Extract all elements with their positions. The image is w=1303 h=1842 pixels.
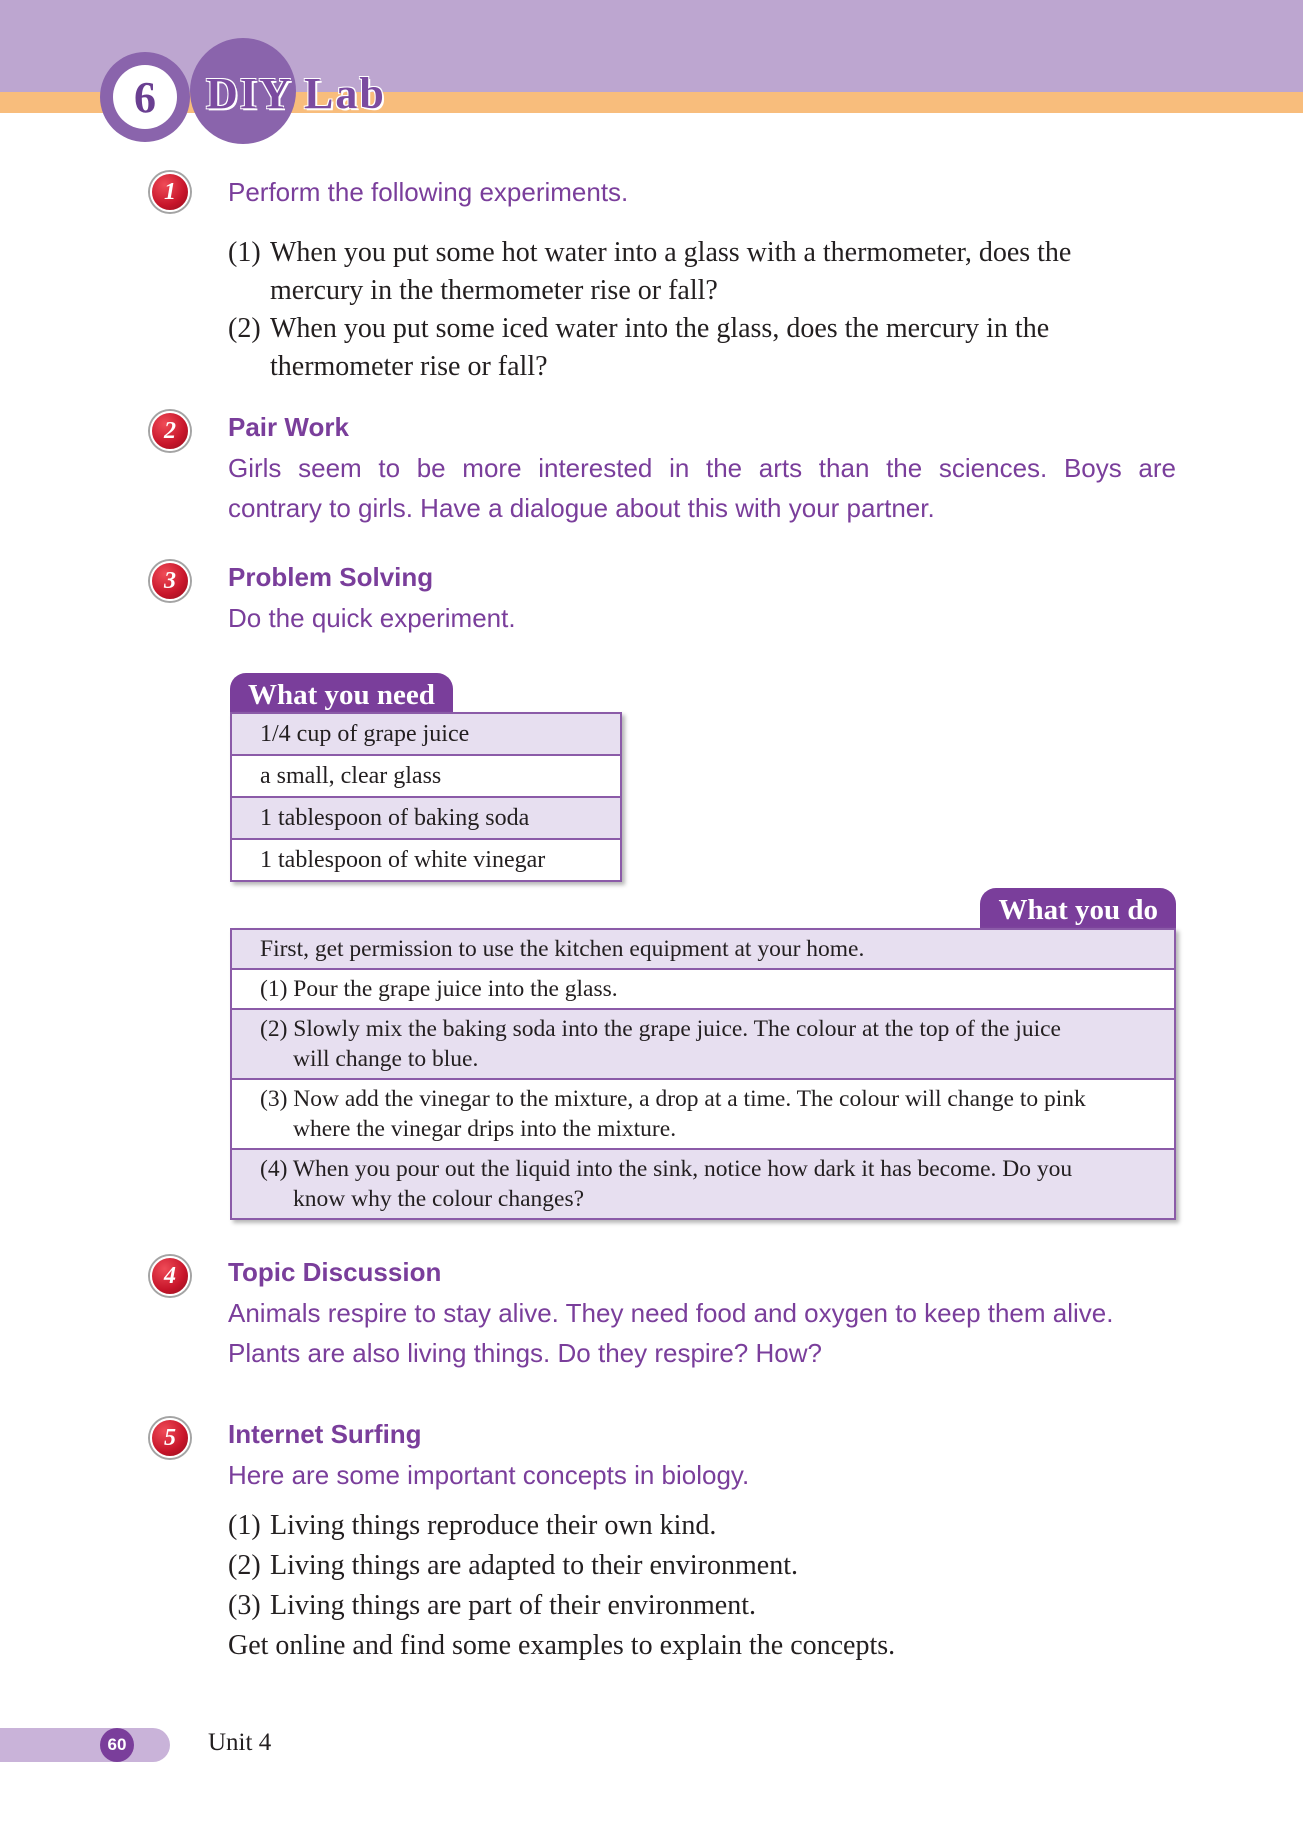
item-number: (2) bbox=[228, 1550, 261, 1581]
item-number: (3) bbox=[228, 1590, 261, 1621]
item-line: Living things are adapted to their environment. bbox=[270, 1550, 798, 1581]
s4-heading: Topic Discussion bbox=[228, 1257, 442, 1287]
step-row bbox=[232, 1010, 1174, 1080]
step-row bbox=[232, 1080, 1174, 1150]
step-line: will change to blue. bbox=[293, 1046, 479, 1072]
s2-text-line-1: Girls seem to be more interested in the arts than the sciences. Boys are bbox=[228, 453, 1176, 483]
section-number-1: 1 bbox=[150, 172, 190, 212]
s5-item-2 bbox=[228, 1547, 798, 1585]
page-number: 60 bbox=[100, 1728, 134, 1762]
step-line: (3) Now add the vinegar to the mixture, a drop at a time. The colour will change to pink bbox=[260, 1086, 1086, 1112]
step-line: (2) Slowly mix the baking soda into the grape juice. The colour at the top of the juice bbox=[260, 1016, 1061, 1042]
step-row bbox=[232, 970, 1174, 1010]
s2-text-line-2: contrary to girls. Have a dialogue about this with your partner. bbox=[228, 493, 935, 523]
s1-instruction: Perform the following experiments. bbox=[228, 177, 629, 207]
item-line: When you put some iced water into the glass, does the mercury in the bbox=[270, 313, 1050, 344]
need-item: 1/4 cup of grape juice bbox=[232, 714, 620, 756]
item-line: mercury in the thermometer rise or fall? bbox=[270, 275, 718, 306]
s5-closing: Get online and find some examples to explain the concepts. bbox=[228, 1630, 896, 1661]
s5-item-1 bbox=[228, 1507, 716, 1545]
item-line: Living things are part of their environment. bbox=[270, 1590, 756, 1621]
s1-item-2 bbox=[228, 310, 1049, 386]
need-item: 1 tablespoon of white vinegar bbox=[260, 847, 546, 873]
step-row bbox=[232, 930, 1174, 970]
s3-heading: Problem Solving bbox=[228, 562, 434, 592]
s4-text-line-2: Plants are also living things. Do they respire? How? bbox=[228, 1338, 822, 1368]
s4-text-line-1: Animals respire to stay alive. They need food and oxygen to keep them alive. bbox=[228, 1298, 1114, 1328]
item-line: Living things reproduce their own kind. bbox=[270, 1510, 717, 1541]
item-line: thermometer rise or fall? bbox=[270, 351, 548, 382]
step-line: (1) Pour the grape juice into the glass. bbox=[260, 976, 618, 1002]
what-you-need-tab: What you need bbox=[230, 673, 453, 713]
what-you-do-tab: What you do bbox=[980, 888, 1176, 928]
lesson-number-badge: 6 bbox=[113, 65, 177, 129]
item-line: When you put some hot water into a glass with a thermometer, does the bbox=[270, 237, 1072, 268]
step-line: where the vinegar drips into the mixture. bbox=[293, 1116, 677, 1142]
s5-item-3 bbox=[228, 1587, 756, 1625]
footer-tab bbox=[0, 1728, 170, 1762]
s2-heading: Pair Work bbox=[228, 412, 349, 442]
unit-label: Unit 4 bbox=[208, 1729, 272, 1756]
step-line: (4) When you pour out the liquid into the sink, notice how dark it has become. Do you bbox=[260, 1156, 1073, 1182]
what-you-do-steps bbox=[230, 928, 1176, 1220]
s5-heading: Internet Surfing bbox=[228, 1419, 422, 1449]
step-line: First, get permission to use the kitchen equipment at your home. bbox=[260, 936, 865, 962]
page-title: DIY Lab bbox=[206, 69, 386, 118]
s3-instruction: Do the quick experiment. bbox=[228, 603, 516, 633]
section-number-5: 5 bbox=[150, 1418, 190, 1458]
item-number: (1) bbox=[228, 1510, 261, 1541]
item-number: (1) bbox=[228, 237, 261, 268]
section-number-2: 2 bbox=[150, 411, 190, 451]
need-item: a small, clear glass bbox=[232, 756, 620, 798]
what-you-need-list bbox=[230, 712, 622, 882]
need-item: 1 tablespoon of baking soda bbox=[232, 798, 620, 840]
item-number: (2) bbox=[228, 313, 261, 344]
section-number-3: 3 bbox=[150, 561, 190, 601]
step-line: know why the colour changes? bbox=[293, 1186, 585, 1212]
step-row bbox=[232, 1150, 1174, 1218]
s5-instruction: Here are some important concepts in biology. bbox=[228, 1460, 750, 1490]
section-number-4: 4 bbox=[150, 1256, 190, 1296]
s1-item-1 bbox=[228, 234, 1071, 310]
